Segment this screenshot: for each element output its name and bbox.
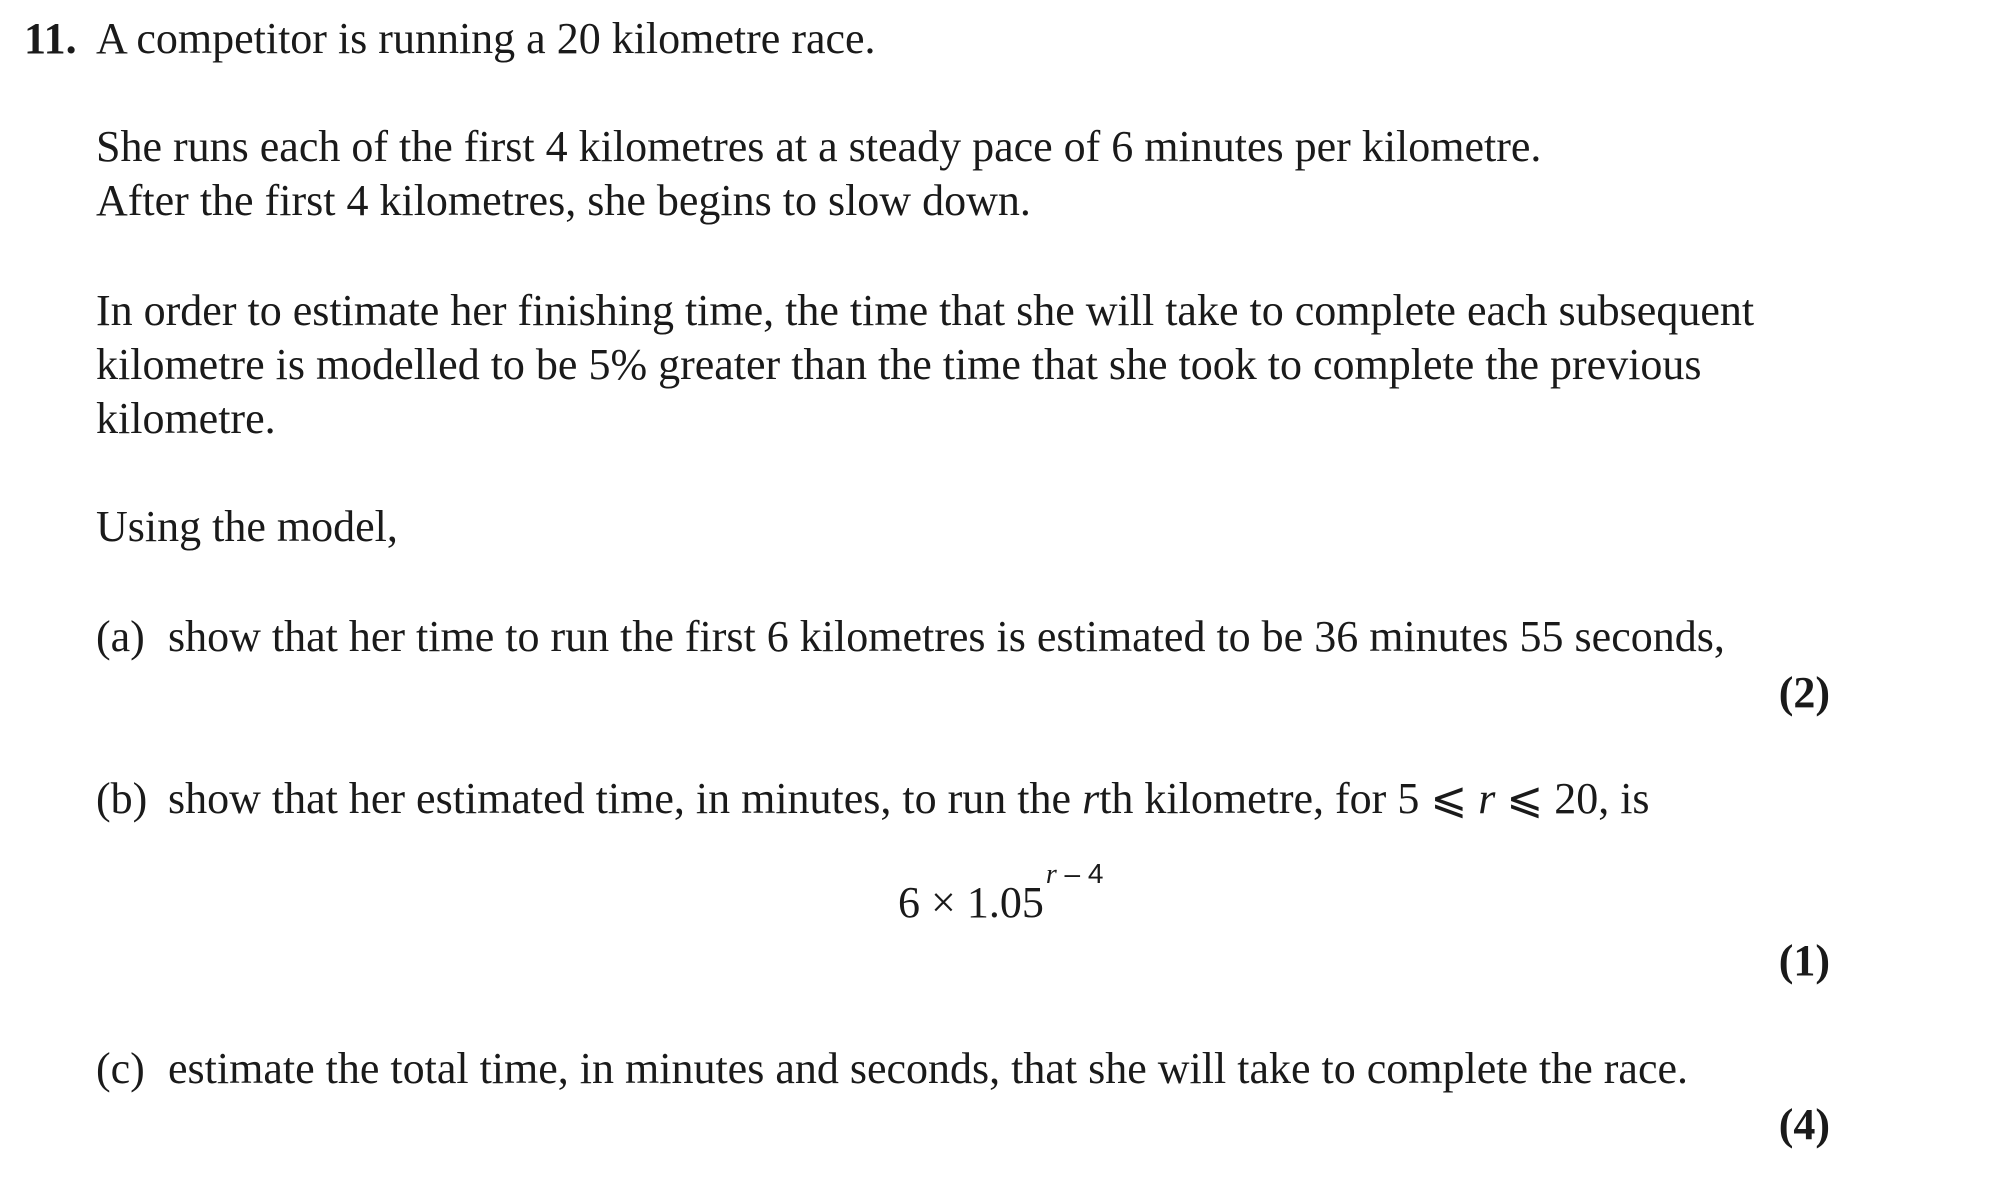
part-c-text: estimate the total time, in minutes and seconds, that she will take to complete the race. — [168, 1044, 1688, 1093]
formula-exponent-var: r — [1045, 859, 1057, 890]
part-b — [96, 772, 1650, 826]
part-b-formula — [898, 858, 1104, 936]
part-c-label: (c) — [96, 1044, 145, 1093]
paragraph-1-line-2: After the first 4 kilometres, she begins to slow down. — [96, 176, 1031, 225]
lead-text: Using the model, — [96, 502, 398, 551]
part-b-var-r: r — [1082, 774, 1100, 823]
paragraph-2-line-3: kilometre. — [96, 394, 276, 443]
part-b-text-before: show that her estimated time, in minutes, to run the — [168, 774, 1083, 823]
part-b-text-middle: th kilometre, for 5 ⩽ — [1099, 774, 1479, 823]
part-a-label: (a) — [96, 612, 145, 661]
formula-exponent — [1046, 858, 1104, 889]
formula-base: 6 × 1.05 — [898, 878, 1044, 927]
part-a — [96, 610, 1725, 664]
part-c-marks: (4) — [1778, 1100, 1830, 1149]
question-number: 11. — [24, 14, 77, 63]
paragraph-1-line-1: She runs each of the first 4 kilometres at a steady pace of 6 minutes per kilometre. — [96, 122, 1542, 171]
part-c — [96, 1042, 1688, 1096]
part-b-marks: (1) — [1778, 936, 1830, 985]
question-intro: A competitor is running a 20 kilometre race. — [96, 14, 876, 63]
part-a-text: show that her time to run the first 6 kilometres is estimated to be 36 minutes 55 seconds, — [168, 612, 1725, 661]
part-b-text-after: ⩽ 20, is — [1495, 774, 1650, 823]
part-a-marks: (2) — [1778, 668, 1830, 717]
paragraph-2-line-2: kilometre is modelled to be 5% greater than the time that she took to complete the previous — [96, 340, 1702, 389]
formula-exponent-rest: – 4 — [1056, 858, 1104, 889]
paragraph-2-line-1: In order to estimate her finishing time, the time that she will take to complete each subsequent — [96, 286, 1755, 335]
part-b-label: (b) — [96, 774, 148, 823]
part-b-var-r2: r — [1478, 774, 1496, 823]
